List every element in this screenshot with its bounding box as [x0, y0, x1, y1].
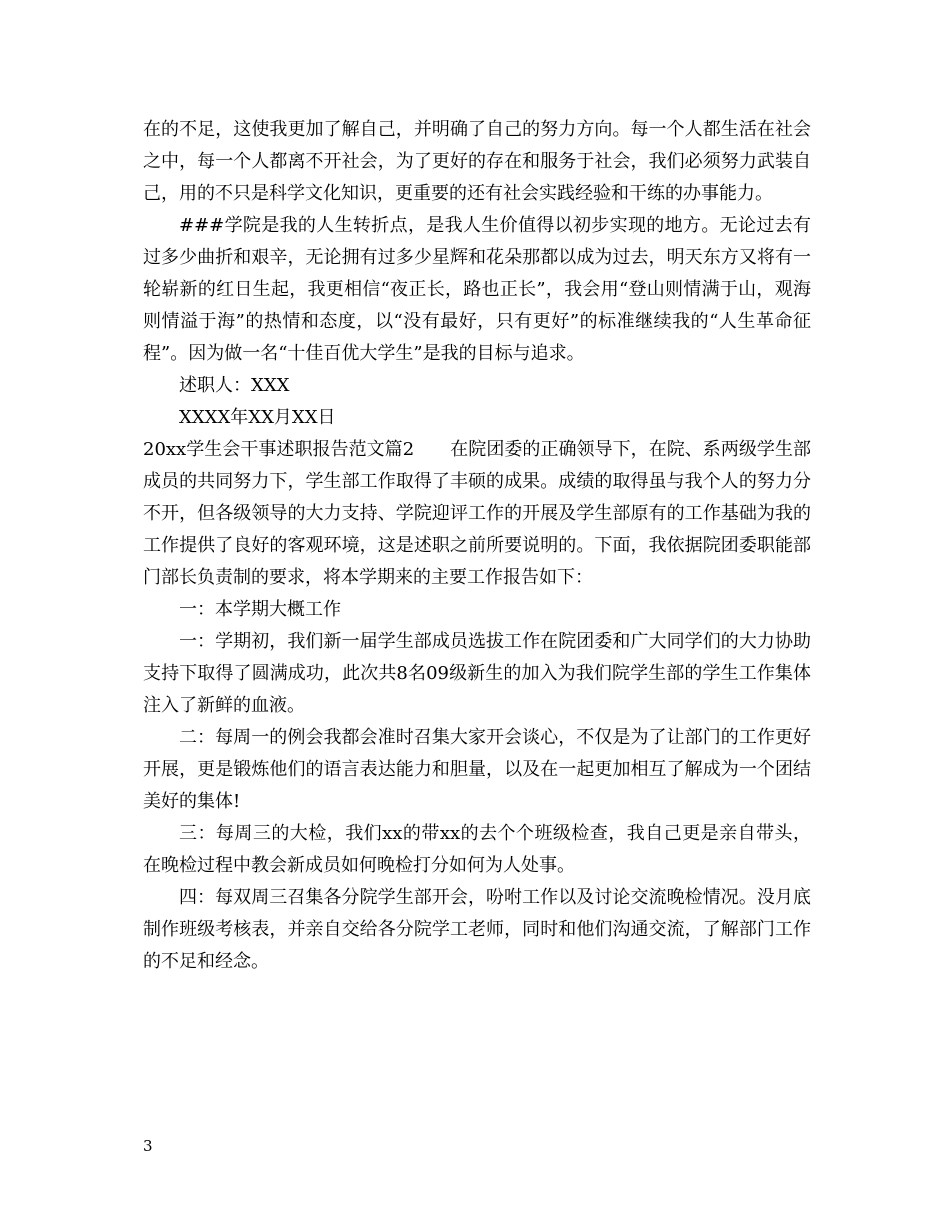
- paragraph-1: 在的不足，这使我更加了解自己，并明确了自己的努力方向。每一个人都生活在社会之中，每一个人都离不开社会，为了更好的存在和服务于社会，我们必须努力武装自己，用的不只是科学文化知识，更重要的还有社会实践经验和干练的办事能力。: [143, 119, 811, 204]
- section-heading: 一：本学期大概工作: [179, 599, 341, 620]
- list-item-4: 四：每双周三召集各分院学生部开会，吩咐工作以及讨论交流晚检情况。没月底制作班级考核表，并亲自交给各分院学工老师，同时和他们沟通交流，了解部门工作的不足和经念。: [143, 887, 811, 972]
- signature-line: 述职人：XXX: [179, 375, 290, 396]
- list-item-2: 二：每周一的例会我都会准时召集大家开会谈心，不仅是为了让部门的工作更好开展，更是锻炼他们的语言表达能力和胆量，以及在一起更加相互了解成为一个团结美好的集体!: [143, 727, 811, 812]
- paragraph-section-2: 20xx学生会干事述职报告范文篇2 在院团委的正确领导下，在院、系两级学生部成员的共同努力下，学生部工作取得了丰硕的成果。成绩的取得虽与我个人的努力分不开，但各级领导的大力支持、学院迎评工作的开展及学生部原有的工作基础为我的工作提供了良好的客观环境，这是述职之前所要说明的。下面，我依据院团委职能部门部长负责制的要求，将本学期来的主要工作报告如下：: [143, 439, 811, 588]
- list-item-1: 一：学期初，我们新一届学生部成员选拔工作在院团委和广大同学们的大力协助支持下取得了圆满成功，此次共8名09级新生的加入为我们院学生部的学生工作集体注入了新鲜的血液。: [143, 631, 811, 716]
- document-body: [143, 114, 811, 978]
- page-number: 3: [143, 1137, 153, 1155]
- list-item-3: 三：每周三的大检，我们xx的带xx的去个个班级检查，我自己更是亲自带头，在晚检过程中教会新成员如何晚检打分如何为人处事。: [143, 823, 811, 876]
- date-line: XXXX年XX月XX日: [179, 407, 336, 428]
- paragraph-2: ###学院是我的人生转折点，是我人生价值得以初步实现的地方。无论过去有过多少曲折和艰辛，无论拥有过多少星辉和花朵那都以成为过去，明天东方又将有一轮崭新的红日生起，我更相信“夜正长，路也正长”，我会用“登山则情满于山，观海则情溢于海”的热情和态度，以“没有最好，只有更好”的标准继续我的“人生革命征程”。因为做一名“十佳百优大学生”是我的目标与追求。: [143, 215, 811, 364]
